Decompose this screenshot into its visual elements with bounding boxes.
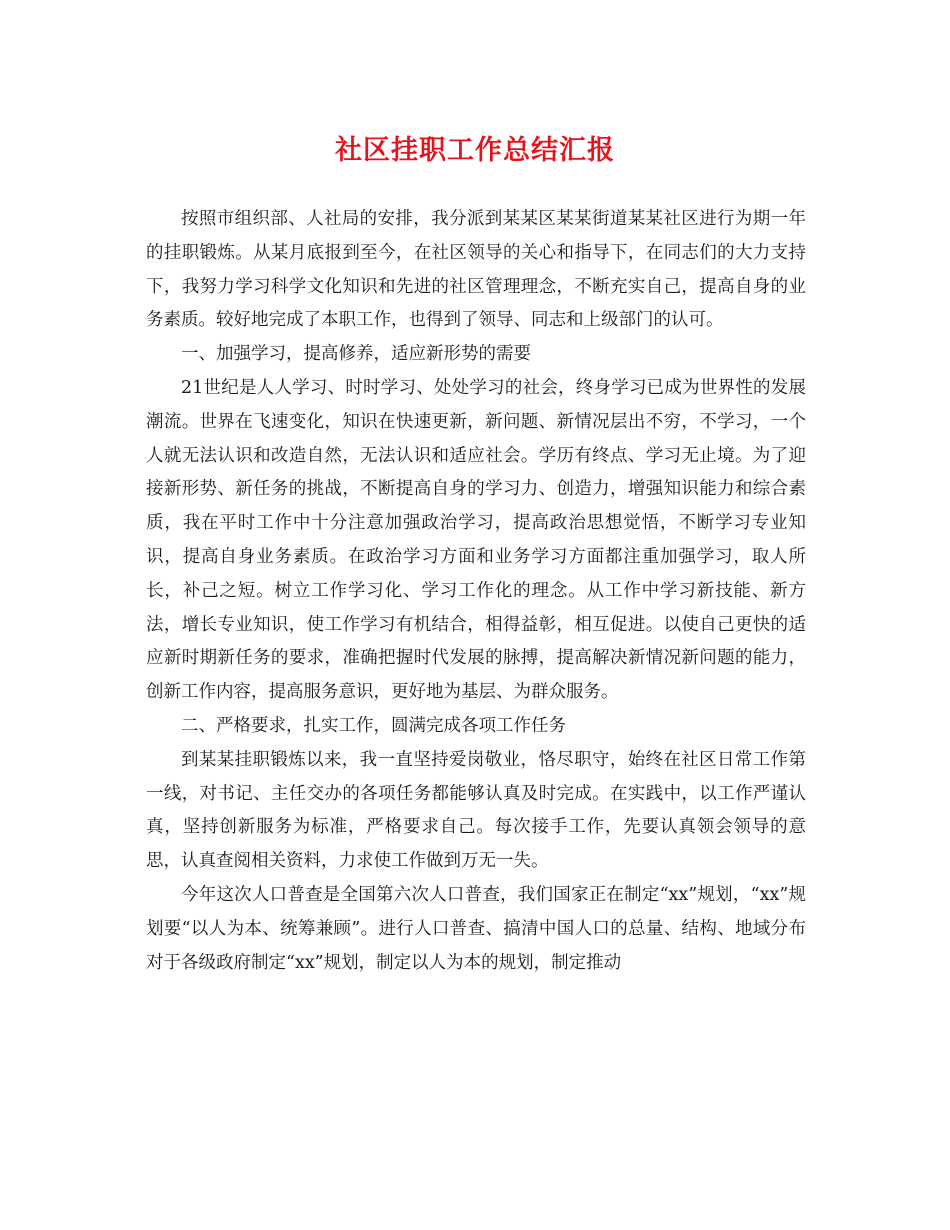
paragraph-learning: 21世纪是人人学习、时时学习、处处学习的社会，终身学习已成为世界性的发展潮流。世界在飞速变化，知识在快速更新，新问题、新情况层出不穷，不学习，一个人就无法认识和改造自然，无法认识和适应社会。学历有终点、学习无止境。为了迎接新形势、新任务的挑战，不断提高自身的学习力、创造力，增强知识能力和综合素质，我在平时工作中十分注意加强政治学习，提高政治思想觉悟，不断学习专业知识，提高自身业务素质。在政治学习方面和业务学习方面都注重加强学习，取人所长，补己之短。树立工作学习化、学习工作化的理念。从工作中学习新技能、新方法，增长专业知识，使工作学习有机结合，相得益彰，相互促进。以使自己更快的适应新时期新任务的要求，准确把握时代发展的脉搏，提高解决新情况新问题的能力，创新工作内容，提高服务意识，更好地为基层、为群众服务。 — [146, 377, 806, 703]
document-title: 社区挂职工作总结汇报 — [335, 135, 615, 166]
paragraph-intro: 按照市组织部、人社局的安排，我分派到某某区某某街道某某社区进行为期一年的挂职锻炼。从某月底报到至今，在社区领导的关心和指导下，在同志们的大力支持下，我努力学习科学文化知识和先进的社区管理理念，不断充实自己，提高自身的业务素质。较好地完成了本职工作，也得到了领导、同志和上级部门的认可。 — [146, 209, 806, 331]
section-heading-1: 一、加强学习，提高修养，适应新形势的需要 — [181, 344, 531, 365]
paragraph-census: 今年这次人口普查是全国第六次人口普查，我们国家正在制定“xx”规划，“xx”规划要“以人为本、统筹兼顾”。进行人口普查、搞清中国人口的总量、结构、地域分布对于各级政府制定“xx”规划，制定以人为本的规划，制定推动 — [146, 884, 806, 973]
paragraph-work: 到某某挂职锻炼以来，我一直坚持爱岗敬业，恪尽职守，始终在社区日常工作第一线，对书记、主任交办的各项任务都能够认真及时完成。在实践中，以工作严谨认真，坚持创新服务为标准，严格要求自己。每次接手工作，先要认真领会领导的意思，认真查阅相关资料，力求使工作做到万无一失。 — [146, 749, 806, 872]
document-body — [146, 203, 806, 980]
section-heading-2: 二、严格要求，扎实工作，圆满完成各项工作任务 — [181, 715, 566, 736]
